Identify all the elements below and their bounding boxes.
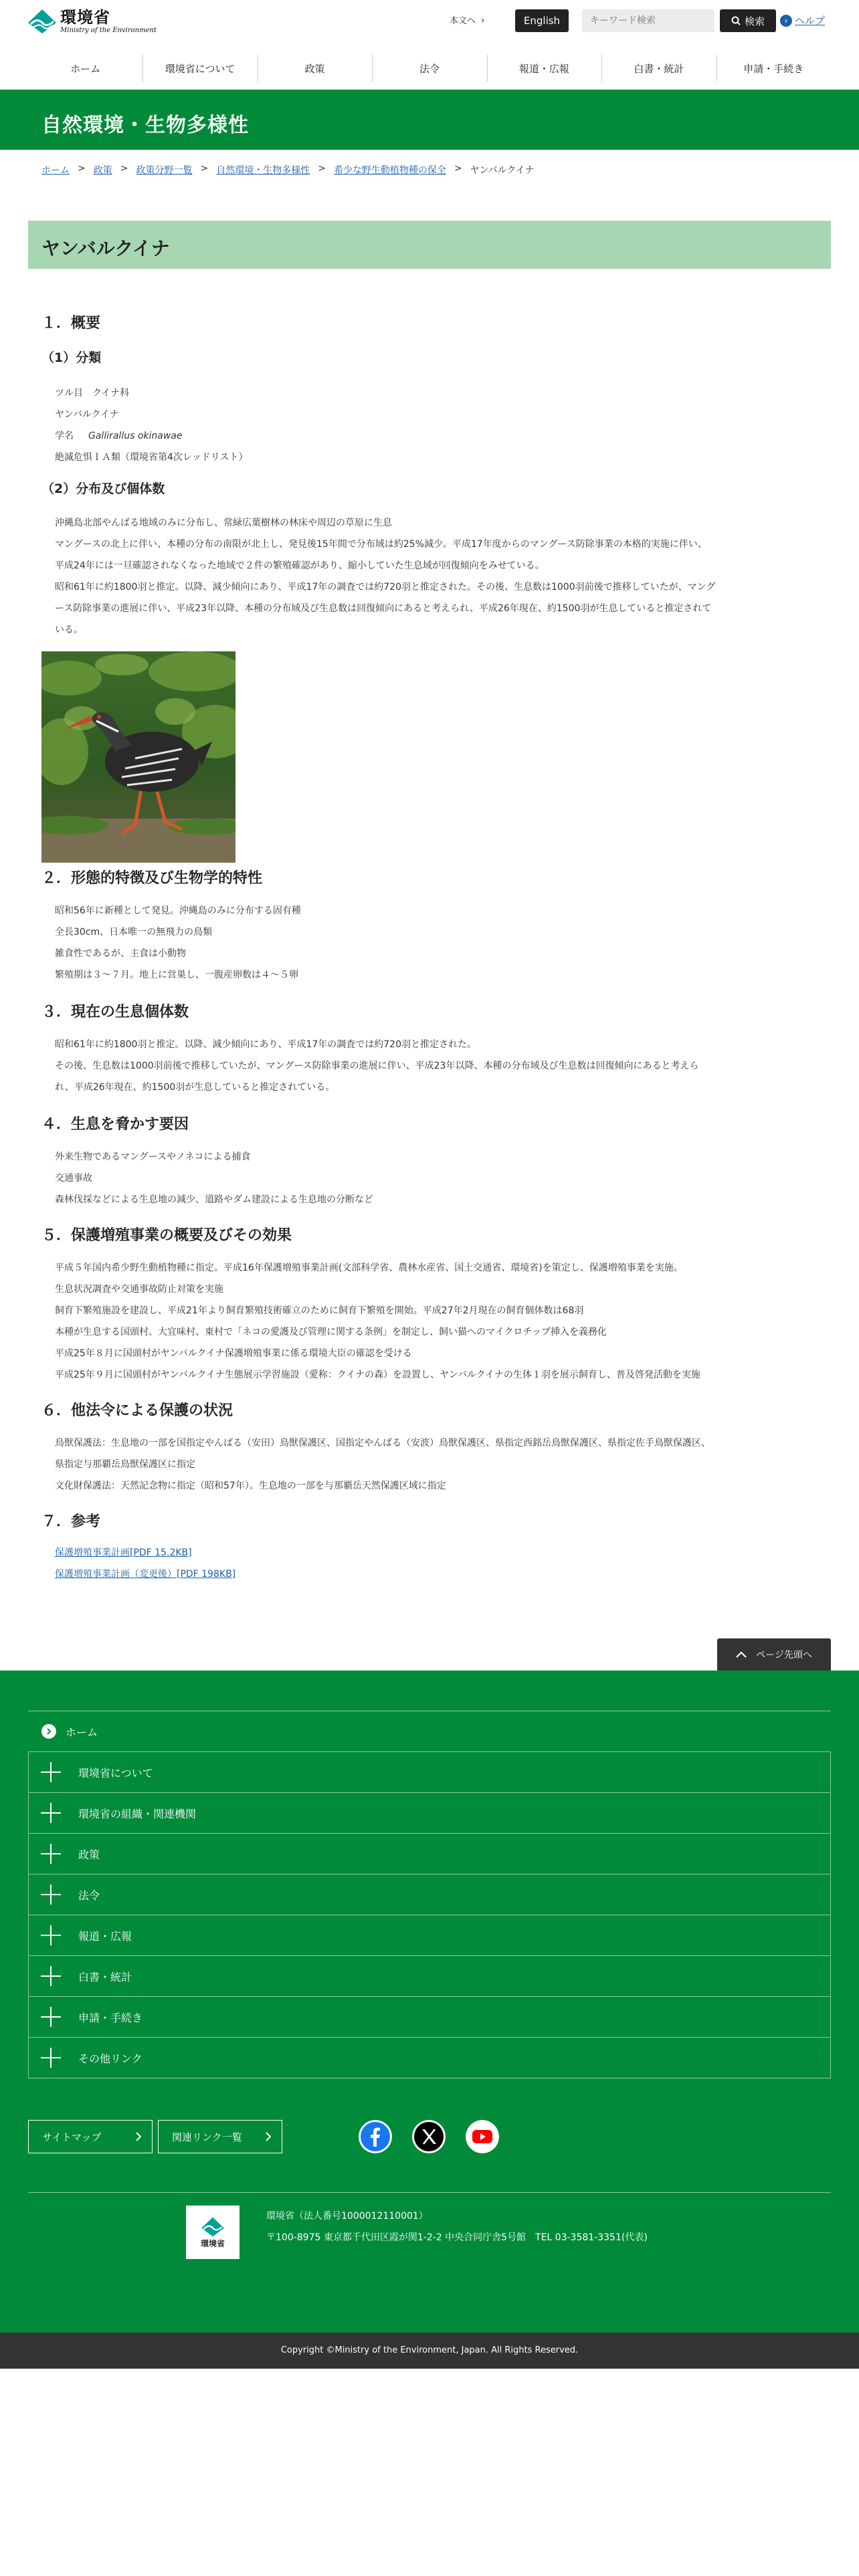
copyright: Copyright ©Ministry of the Environment, Japan. All Rights Reserved.: [0, 2333, 859, 2369]
search-input[interactable]: [582, 9, 714, 32]
footer-logo: 環境省: [186, 2206, 240, 2259]
site-footer: [0, 1671, 859, 2333]
org-name: 環境省（法人番号1000012110001）: [266, 2211, 428, 2222]
gnav-item-about[interactable]: 環境省について: [142, 49, 257, 87]
section-heading: ４．生息を脅かす要因: [41, 1116, 189, 1133]
footer-nav-item[interactable]: 白書・統計: [28, 1955, 831, 1996]
section-heading: ２．形態的特徴及び生物学的特性: [41, 870, 263, 887]
footer-nav-item[interactable]: 環境省の組織・関連機関: [28, 1792, 831, 1833]
search-button[interactable]: 検索: [720, 9, 776, 32]
chevron-circle-icon: ›: [780, 15, 792, 27]
skip-to-content-link[interactable]: 本文へ ›: [450, 15, 485, 26]
classification-list: ツル目 クイナ科 ヤンバルクイナ 学名 Gallirallus okinawae 絶滅危惧ＩＡ類（環境省第4次レッドリスト）: [55, 388, 248, 463]
breadcrumb-current: ヤンバルクイナ: [470, 165, 535, 176]
footer-nav-item[interactable]: 環境省について: [28, 1751, 831, 1792]
breadcrumb-link[interactable]: 政策分野一覧: [136, 165, 193, 176]
page-title: ヤンバルクイナ: [41, 237, 170, 259]
footer-nav-item[interactable]: 申請・手続き: [28, 1996, 831, 2037]
footer-nav-item[interactable]: 法令: [28, 1874, 831, 1915]
search-icon: [731, 16, 741, 25]
reference-pdf-link[interactable]: 保護増殖事業計画（変更後）[PDF 198KB]: [55, 1569, 236, 1580]
breadcrumb: ホーム > 政策 > 政策分野一覧 > 自然環境・生物多様性 > 希少な野生動植物種の保全 > ヤンバルクイナ: [41, 163, 535, 176]
other-laws-text: 鳥獣保護法：生息地の一部を国指定やんばる（安田）鳥獣保護区、国指定やんばる（安波）鳥獣保護区、県指定西銘岳鳥獣保護区、県指定佐手鳥獣保護区、 県指定与那覇岳鳥獣保護区に指定 文化財保護法：天然記念物に指定（昭和57年）。生息地の一部を与那覇岳天然保護区域に指定: [55, 1438, 710, 1491]
plus-icon: [41, 2007, 61, 2027]
logo-title: 環境省: [60, 8, 110, 27]
subsection-heading: （1）分類: [41, 350, 102, 365]
gnav-item-press[interactable]: 報道・広報: [487, 49, 601, 87]
footer-nav-item[interactable]: 報道・広報: [28, 1915, 831, 1955]
section-heading: １．概要: [41, 315, 101, 332]
logo-subtitle: Ministry of the Environment: [60, 27, 157, 34]
footer-organization: [186, 2206, 654, 2259]
morphology-list: 昭和56年に新種として発見。沖縄島のみに分布する固有種 全長30cm、日本唯一の無飛力の鳥類 雑食性であるが、主食は小動物 繁殖期は３～７月。地上に営巣し、一腹産卵数は４～５卵: [55, 905, 301, 980]
help-link[interactable]: › ヘルプ: [780, 13, 825, 27]
plus-icon: [41, 1885, 61, 1905]
breadcrumb-link[interactable]: 自然環境・生物多様性: [216, 165, 310, 176]
category-banner: [0, 90, 859, 150]
gnav-item-policy[interactable]: 政策: [258, 49, 372, 87]
gnav-item-law[interactable]: 法令: [372, 49, 486, 87]
footer-nav-item[interactable]: その他リンク: [28, 2037, 831, 2078]
section-heading: ６．他法令による保護の状況: [41, 1402, 233, 1419]
gnav-item-application[interactable]: 申請・手続き: [717, 49, 831, 87]
english-button[interactable]: English: [515, 9, 569, 32]
plus-icon: [41, 1844, 61, 1864]
plus-icon: [41, 1966, 61, 1986]
chevron-right-icon: [266, 2132, 271, 2141]
breadcrumb-link[interactable]: ホーム: [41, 165, 70, 176]
site-logo[interactable]: [27, 8, 157, 35]
page-top-button[interactable]: ページ先頭へ: [717, 1638, 831, 1671]
population-text: 昭和61年に約1800羽と推定。以降、減少傾向にあり、平成17年の調査では約720羽と推定された。 その後、生息数は1000羽前後で推移していたが、マングース防除事業の進展に伴い、平成23年以降、本種の分布域及び生息数は回復傾向にあると考えら れ、平成26年現在、約1500羽が生息していると推定されている。: [55, 1039, 699, 1093]
site-header: [0, 0, 859, 52]
program-list: 平成５年国内希少野生動植物種に指定。平成16年保護増殖事業計画(文部科学省、農林水産省、国土交通省、環境省)を策定し、保護増殖事業を実施。 生息状況調査や交通事故防止対策を実施 飼育下繁殖施設を建設し、平成21年より飼育繁殖技術確立のために飼育下繁殖を開始。平成27年2月現在の飼育個体数は68羽 本種が生息する国頭村、大宜味村、東村で「ネコの愛護及び管理に関する条例」を制定し、飼い猫へのマイクロチップ挿入を義務化 平成25年８月に国頭村がヤンバルクイナ保護増殖事業に係る環境大臣の確認を受ける 平成25年９月に国頭村がヤンバルクイナ生態展示学習施設（愛称：クイナの森）を設置し、ヤンバルクイナの生体１羽を展示飼育し、普及啓発活動を実施: [55, 1263, 700, 1380]
plus-icon: [41, 1803, 61, 1823]
org-address: 〒100-8975 東京都千代田区霞が関1-2-2 中央合同庁舎5号館 TEL 03-3581-3351(代表): [266, 2232, 648, 2243]
gnav-item-whitepaper[interactable]: 白書・統計: [601, 49, 716, 87]
plus-icon: [41, 1925, 61, 1945]
sitemap-button[interactable]: サイトマップ: [28, 2120, 153, 2153]
subsection-heading: （2）分布及び個体数: [41, 481, 165, 496]
breadcrumb-link[interactable]: 希少な野生動植物種の保全: [333, 165, 446, 176]
plus-icon: [41, 1762, 61, 1782]
footer-nav: [28, 1711, 831, 2078]
chevron-right-icon: [136, 2132, 141, 2141]
chevron-right-icon: ›: [481, 15, 485, 26]
chevron-up-icon: [736, 1651, 747, 1658]
ministry-logo-icon: [27, 8, 58, 35]
reference-links: [55, 1542, 804, 1585]
related-links-button[interactable]: 関連リンク一覧: [158, 2120, 282, 2153]
x-twitter-icon[interactable]: [412, 2120, 446, 2153]
ministry-logo-icon: [199, 2216, 226, 2238]
global-nav: [28, 49, 831, 87]
threats-list: 外来生物であるマングースやノネコによる捕食 交通事故 森林伐採などによる生息地の減少、道路やダム建設による生息地の分断など: [55, 1152, 373, 1205]
chevron-right-icon: [41, 1724, 56, 1739]
youtube-icon[interactable]: [466, 2120, 499, 2153]
facebook-icon[interactable]: [359, 2120, 392, 2153]
footer-nav-item[interactable]: 政策: [28, 1833, 831, 1874]
section-heading: ５．保護増殖事業の概要及びその効果: [41, 1227, 292, 1244]
footer-home-link[interactable]: ホーム: [28, 1711, 831, 1751]
category-title: 自然環境・生物多様性: [41, 114, 249, 137]
section-heading: ３．現在の生息個体数: [41, 1004, 189, 1021]
yambaru-rail-photo: [41, 651, 235, 863]
breadcrumb-link[interactable]: 政策: [93, 165, 112, 176]
gnav-item-home[interactable]: ホーム: [70, 62, 101, 75]
reference-pdf-link[interactable]: 保護増殖事業計画[PDF 15.2KB]: [55, 1547, 192, 1558]
distribution-text: 沖縄島北部やんばる地域のみに分布し、常緑広葉樹林の林床や周辺の草原に生息 マングースの北上に伴い、本種の分布の南限が北上し、発見後15年間で分布域は約25%減少。平成17年度からのマングース防除事業の本格的実施に伴い、 平成24年には一旦確認されなくなった地域で２件の繁殖確認があり、縮小していた生息域が回復傾向をみせている。 昭和61年に約1800羽と推定。以降、減少傾向にあり、平成17年の調査では約720羽と推定された。その後、生息数は1000羽前後で推移していたが、マング ース防除事業の進展に伴い、平成23年以降、本種の分布域及び生息数は回復傾向にあると考えられ、平成26年現在、約1500羽が生息していると推定されて いる。: [55, 518, 716, 635]
section-heading: ７．参考: [41, 1513, 101, 1530]
plus-icon: [41, 2048, 61, 2068]
footer-divider: [28, 2192, 831, 2193]
page-title-box: [28, 221, 831, 269]
